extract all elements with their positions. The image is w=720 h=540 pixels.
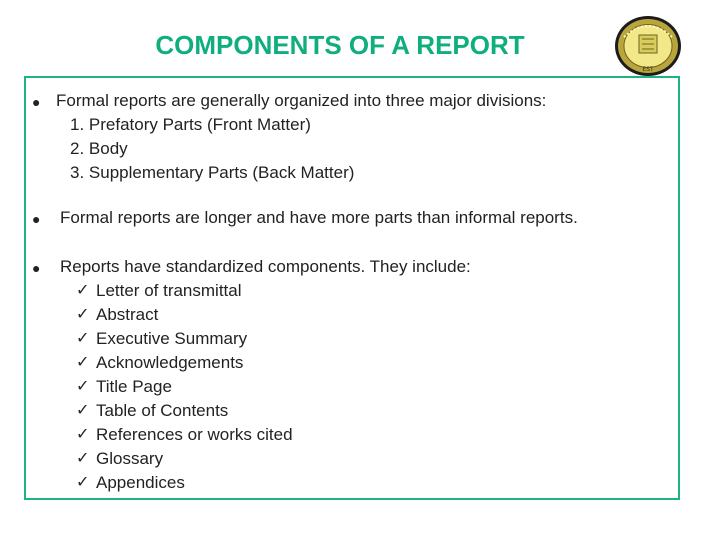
checkmark-icon: ✓ xyxy=(76,450,90,467)
component-item: Table of Contents xyxy=(96,401,229,420)
page-title: COMPONENTS OF A REPORT xyxy=(155,30,525,60)
bullet-1-text: Formal reports are generally organized into three major divisions: xyxy=(56,91,547,110)
bullet-icon: ● xyxy=(32,211,41,227)
checkmark-icon: ✓ xyxy=(76,378,90,395)
division-item-1: 1. Prefatory Parts (Front Matter) xyxy=(70,115,311,134)
division-item-2: 2. Body xyxy=(70,139,128,158)
checkmark-icon: ✓ xyxy=(76,306,90,323)
component-item: Abstract xyxy=(96,305,159,324)
component-item: Letter of transmittal xyxy=(96,281,242,300)
checkmark-icon: ✓ xyxy=(76,402,90,419)
checkmark-icon: ✓ xyxy=(76,282,90,299)
component-item: Executive Summary xyxy=(96,329,248,348)
svg-text:EST: EST xyxy=(642,66,654,73)
checkmark-icon: ✓ xyxy=(76,474,90,491)
bullet-2-text: Formal reports are longer and have more parts than informal reports. xyxy=(60,208,578,227)
component-item: References or works cited xyxy=(96,425,293,444)
component-item: Title Page xyxy=(96,377,172,396)
checkmark-icon: ✓ xyxy=(76,354,90,371)
component-item: Appendices xyxy=(96,473,185,492)
component-item: Acknowledgements xyxy=(96,353,244,372)
institution-seal-logo xyxy=(614,15,682,77)
bullet-icon: ● xyxy=(32,260,41,276)
checkmark-icon: ✓ xyxy=(76,330,90,347)
component-item: Glossary xyxy=(96,449,164,468)
checkmark-icon: ✓ xyxy=(76,426,90,443)
division-item-3: 3. Supplementary Parts (Back Matter) xyxy=(70,163,355,182)
bullet-3-text: Reports have standardized components. They include: xyxy=(60,257,471,276)
bullet-icon: ● xyxy=(32,94,41,110)
